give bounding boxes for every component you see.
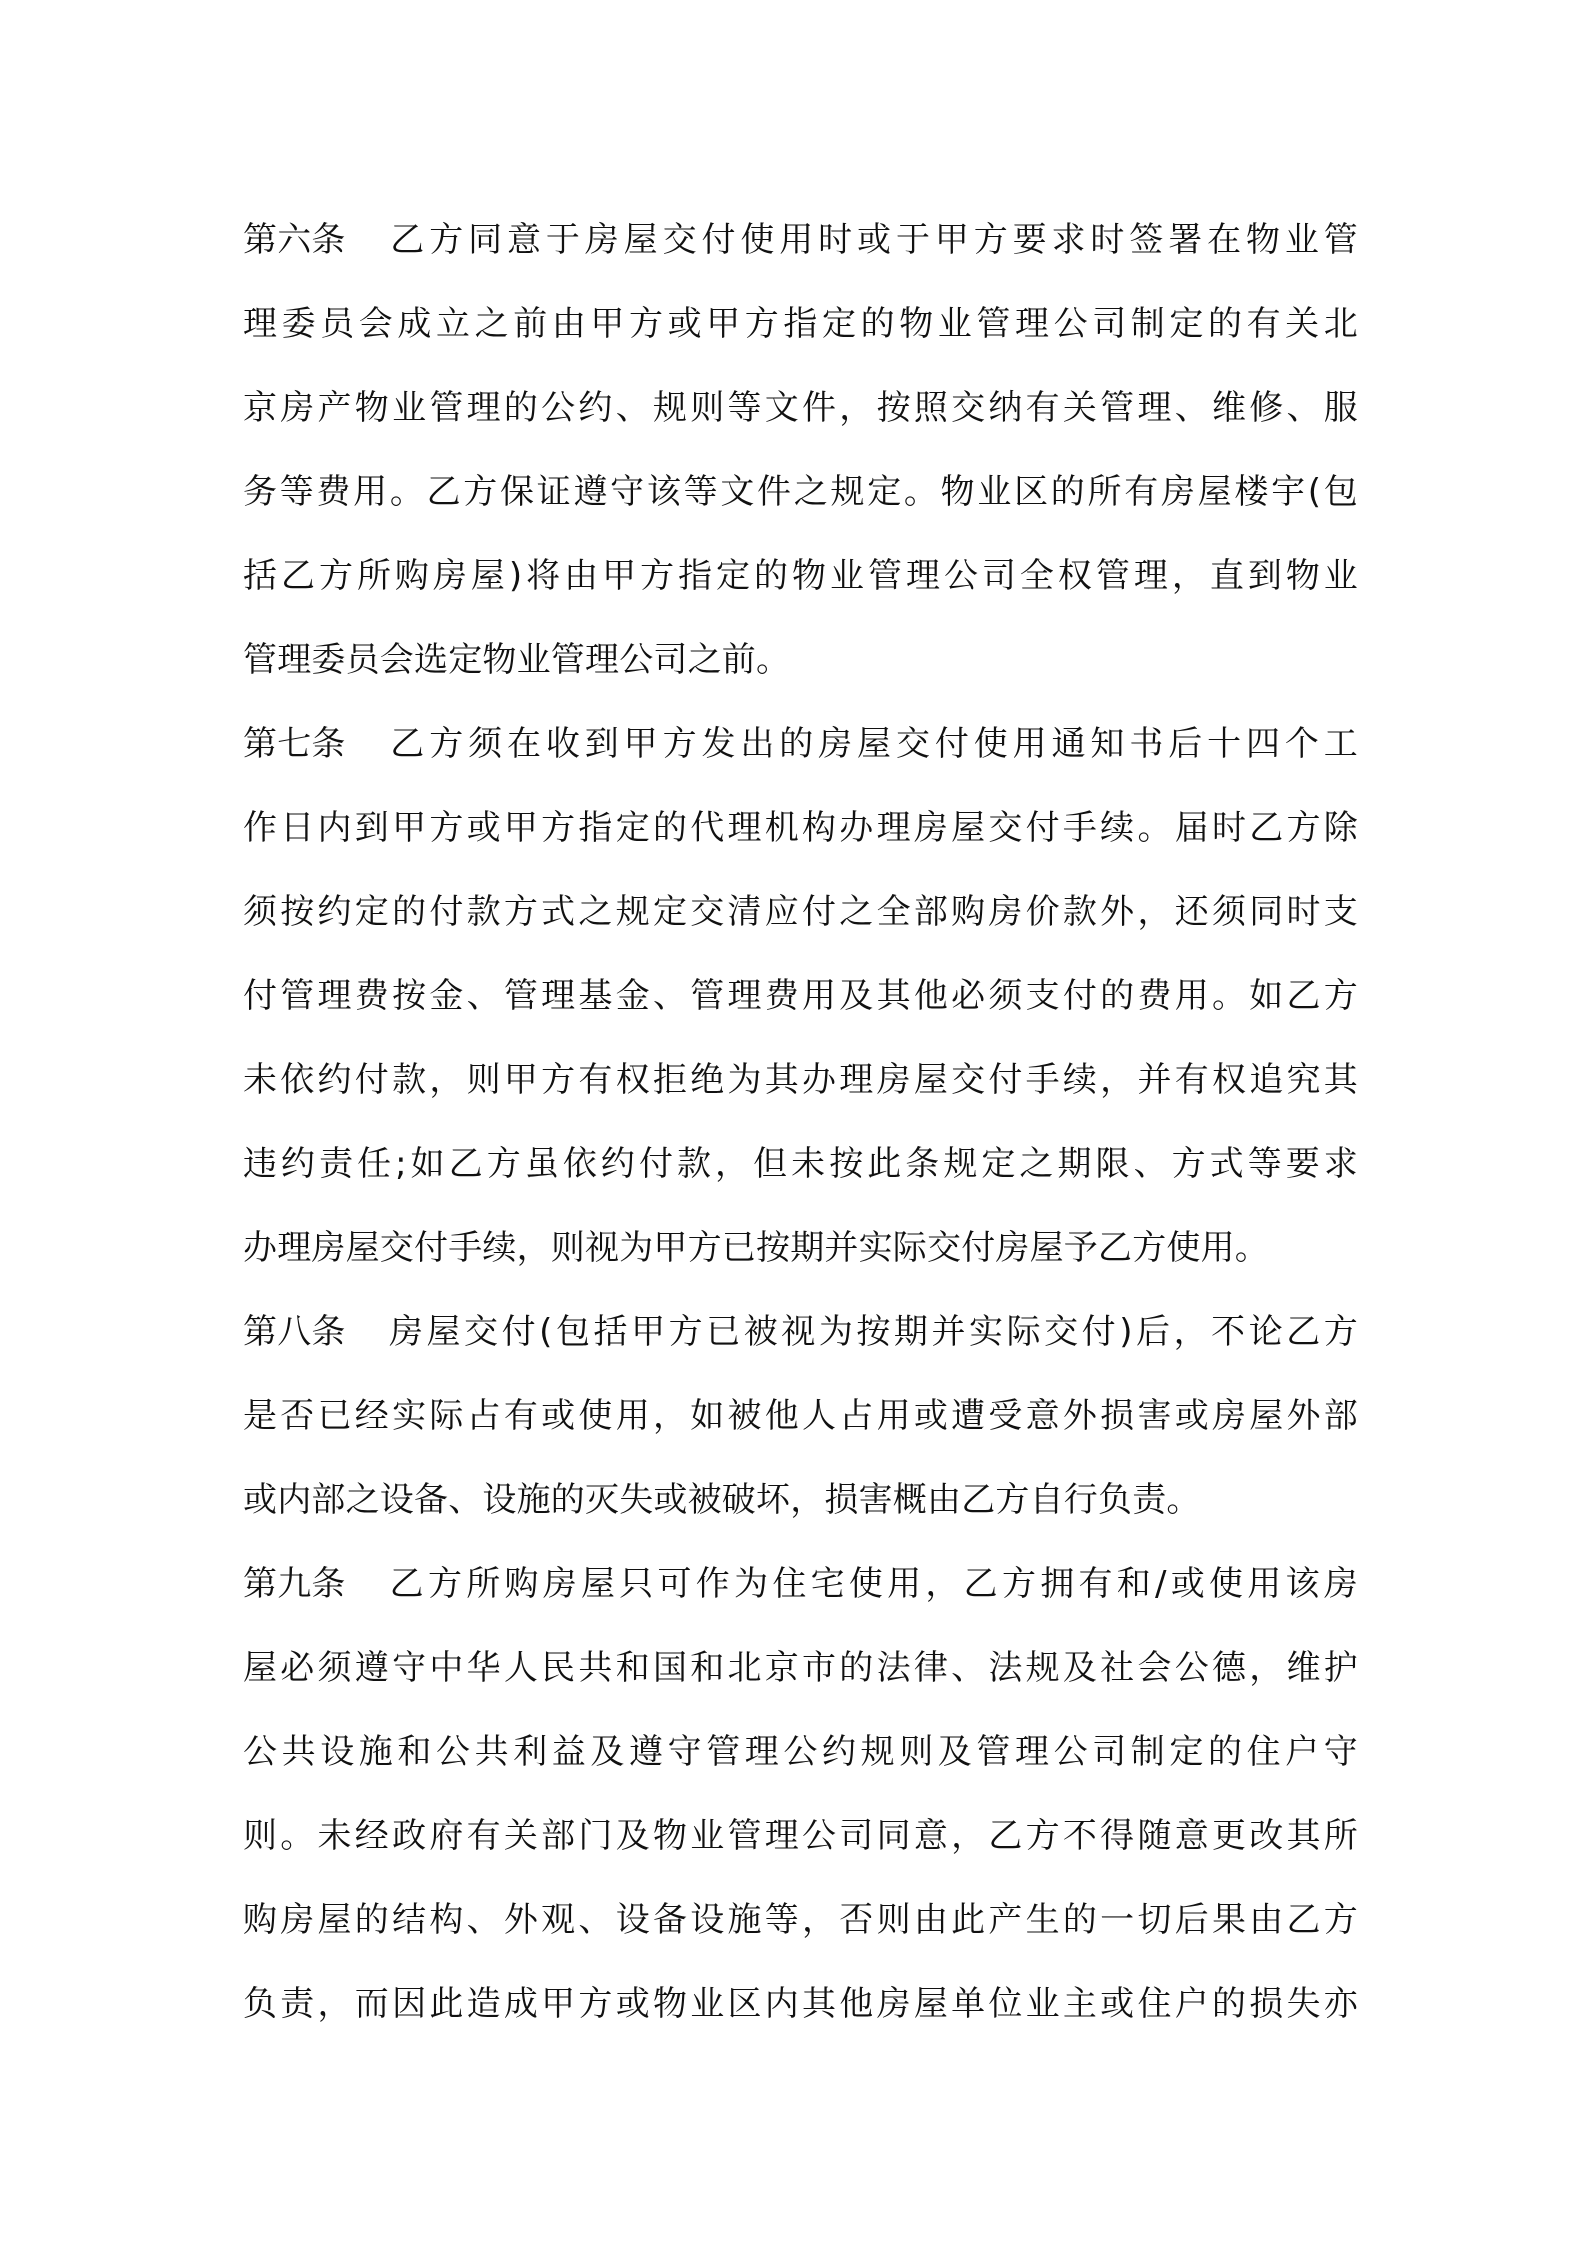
article-line: 公共设施和公共利益及遵守管理公约规则及管理公司制定的住户守 bbox=[243, 1732, 1358, 1772]
article-line bbox=[243, 702, 1358, 786]
document-body bbox=[243, 198, 1358, 2046]
article-number: 第七条 bbox=[243, 724, 346, 764]
article-line: 购房屋的结构、外观、设备设施等，否则由此产生的一切后果由乙方 bbox=[243, 1900, 1358, 1940]
article-line: 则。未经政府有关部门及物业管理公司同意，乙方不得随意更改其所 bbox=[243, 1816, 1358, 1856]
article-number: 第六条 bbox=[243, 220, 346, 260]
article-line: 管理委员会选定物业管理公司之前。 bbox=[243, 640, 791, 680]
article-line: 作日内到甲方或甲方指定的代理机构办理房屋交付手续。届时乙方除 bbox=[243, 808, 1358, 848]
article-line: 屋必须遵守中华人民共和国和北京市的法律、法规及社会公德，维护 bbox=[243, 1648, 1358, 1688]
article-line: 或内部之设备、设施的灭失或被破坏，损害概由乙方自行负责。 bbox=[243, 1480, 1201, 1520]
article-7 bbox=[243, 702, 1358, 1290]
article-text: 房屋交付(包括甲方已被视为按期并实际交付)后，不论乙方 bbox=[385, 1312, 1358, 1352]
article-line: 京房产物业管理的公约、规则等文件，按照交纳有关管理、维修、服 bbox=[243, 388, 1358, 428]
article-line: 违约责任;如乙方虽依约付款，但未按此条规定之期限、方式等要求 bbox=[243, 1144, 1358, 1184]
article-9 bbox=[243, 1542, 1358, 2046]
article-line bbox=[243, 1290, 1358, 1374]
article-number: 第九条 bbox=[243, 1564, 346, 1604]
article-line: 负责，而因此造成甲方或物业区内其他房屋单位业主或住户的损失亦 bbox=[243, 1984, 1358, 2024]
article-6 bbox=[243, 198, 1358, 702]
article-line: 理委员会成立之前由甲方或甲方指定的物业管理公司制定的有关北 bbox=[243, 304, 1358, 344]
article-text: 乙方须在收到甲方发出的房屋交付使用通知书后十四个工 bbox=[385, 724, 1358, 764]
article-text: 乙方所购房屋只可作为住宅使用，乙方拥有和/或使用该房 bbox=[385, 1564, 1358, 1604]
article-text: 乙方同意于房屋交付使用时或于甲方要求时签署在物业管 bbox=[385, 220, 1358, 260]
article-line: 付管理费按金、管理基金、管理费用及其他必须支付的费用。如乙方 bbox=[243, 976, 1358, 1016]
article-number: 第八条 bbox=[243, 1312, 346, 1352]
article-line bbox=[243, 1542, 1358, 1626]
article-line bbox=[243, 198, 1358, 282]
article-line: 括乙方所购房屋)将由甲方指定的物业管理公司全权管理，直到物业 bbox=[243, 556, 1358, 596]
article-line: 务等费用。乙方保证遵守该等文件之规定。物业区的所有房屋楼宇(包 bbox=[243, 472, 1358, 512]
article-line: 是否已经实际占有或使用，如被他人占用或遭受意外损害或房屋外部 bbox=[243, 1396, 1358, 1436]
article-line: 未依约付款，则甲方有权拒绝为其办理房屋交付手续，并有权追究其 bbox=[243, 1060, 1358, 1100]
article-line: 办理房屋交付手续，则视为甲方已按期并实际交付房屋予乙方使用。 bbox=[243, 1228, 1269, 1268]
article-line: 须按约定的付款方式之规定交清应付之全部购房价款外，还须同时支 bbox=[243, 892, 1358, 932]
article-8 bbox=[243, 1290, 1358, 1542]
